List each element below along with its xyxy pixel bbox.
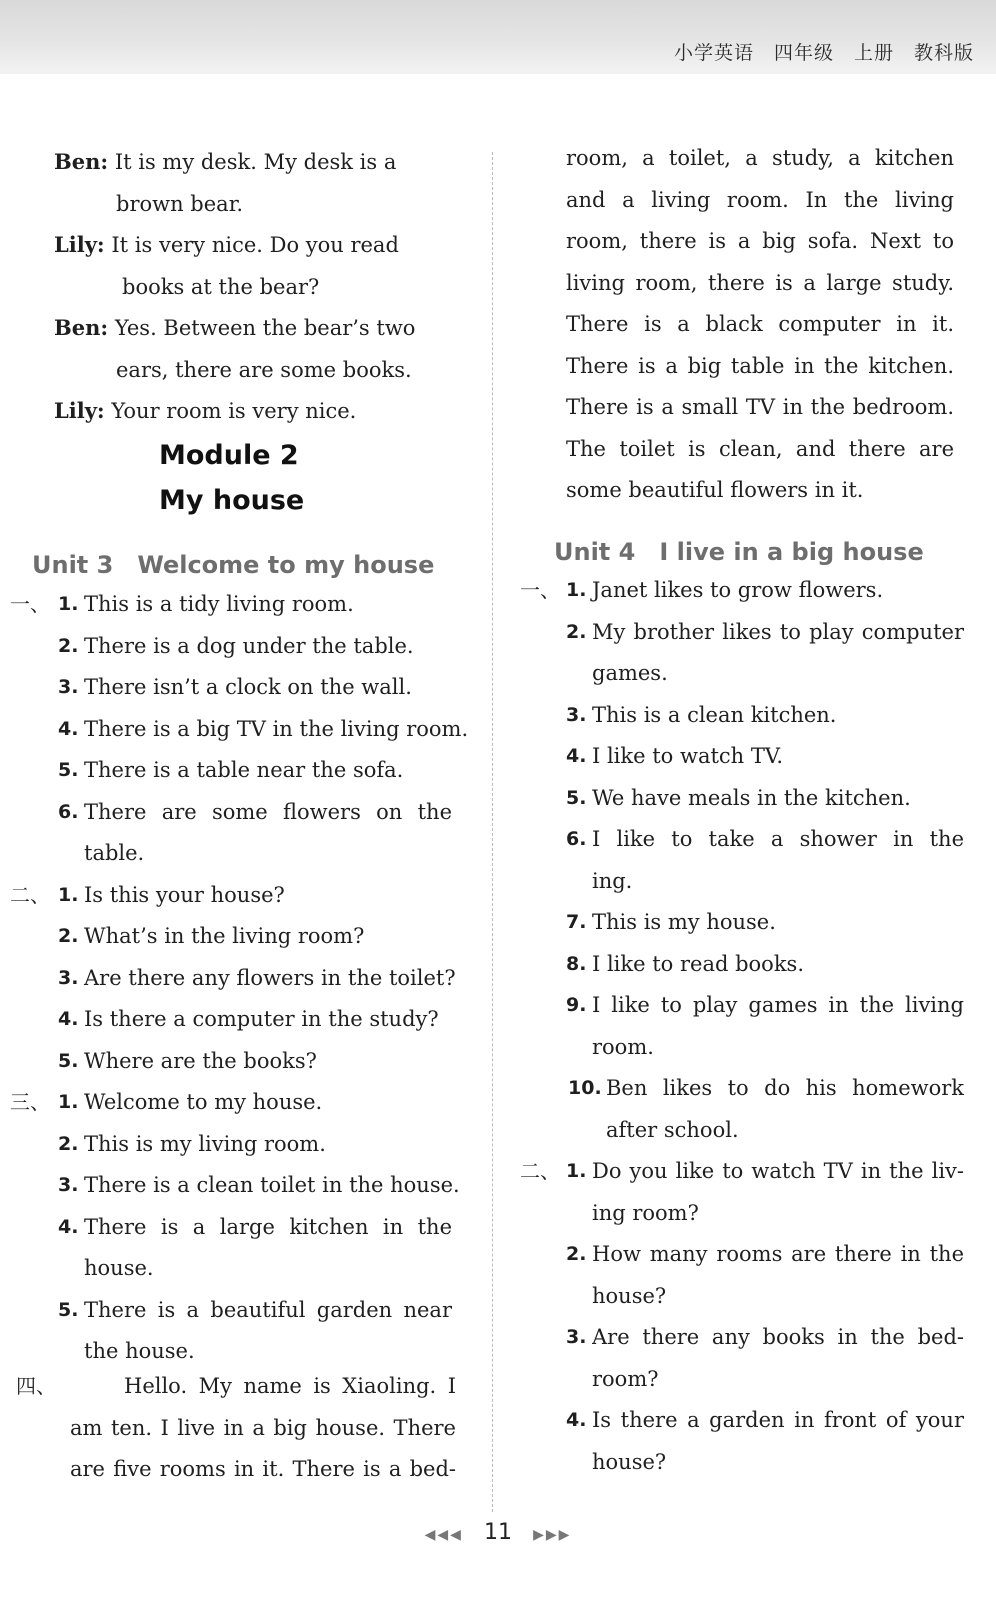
passage-line: am ten. I live in a big house. There bbox=[70, 1415, 456, 1440]
item-number: 10. bbox=[568, 1077, 602, 1099]
dialogue-line bbox=[54, 314, 468, 342]
page-footer bbox=[0, 1520, 996, 1545]
section-marker: 一、 bbox=[10, 592, 50, 616]
item-number: 9. bbox=[566, 994, 587, 1016]
section-marker: 三、 bbox=[10, 1090, 50, 1114]
section-marker: 一、 bbox=[520, 578, 560, 602]
item-number: 5. bbox=[58, 1298, 79, 1321]
dialogue-line bbox=[54, 231, 468, 259]
dialogue-text: Your room is very nice. bbox=[111, 399, 357, 423]
item-number: 1. bbox=[566, 579, 587, 601]
item-number: 8. bbox=[566, 952, 587, 975]
module-subtitle: My house bbox=[159, 485, 305, 516]
passage-line: room, a toilet, a study, a kitchen bbox=[566, 146, 954, 170]
item-number: 2. bbox=[566, 620, 587, 643]
answer-text: This is my house. bbox=[592, 910, 776, 934]
item-number: 1. bbox=[566, 1160, 587, 1182]
answer-text: There is a clean toilet in the house. bbox=[84, 1173, 460, 1197]
item-number: 6. bbox=[58, 800, 79, 823]
answer-text: There is a dog under the table. bbox=[84, 633, 414, 658]
dialogue-text: It is my desk. My desk is a bbox=[114, 150, 397, 174]
answer-text: My brother likes to play computer bbox=[592, 619, 964, 644]
answer-text: ing. bbox=[592, 868, 633, 893]
answer-text: house? bbox=[592, 1449, 667, 1474]
item-number: 4. bbox=[58, 717, 79, 740]
item-number: 4. bbox=[58, 1215, 79, 1238]
column-divider bbox=[492, 152, 493, 1512]
header-band bbox=[0, 0, 996, 74]
item-number: 4. bbox=[566, 745, 587, 767]
answer-text: house? bbox=[592, 1283, 667, 1308]
answer-text: We have meals in the kitchen. bbox=[592, 785, 911, 810]
answer-text: games. bbox=[592, 661, 668, 685]
item-number: 4. bbox=[566, 1409, 587, 1431]
dialogue-line bbox=[116, 190, 468, 218]
answer-text: There isn’t a clock on the wall. bbox=[84, 675, 412, 699]
answer-text: What’s in the living room? bbox=[84, 924, 365, 948]
answer-text: room? bbox=[592, 1366, 659, 1391]
answer-text: after school. bbox=[606, 1117, 739, 1142]
unit-title: Unit 3 Welcome to my house bbox=[32, 551, 435, 579]
item-number: 5. bbox=[58, 759, 79, 781]
dialogue-text: books at the bear? bbox=[122, 274, 320, 299]
item-number: 6. bbox=[566, 828, 587, 850]
passage-line: are five rooms in it. There is a bed- bbox=[70, 1457, 456, 1481]
item-number: 3. bbox=[58, 966, 79, 989]
item-number: 5. bbox=[566, 786, 587, 809]
module-title: Module 2 bbox=[159, 440, 299, 471]
item-number: 4. bbox=[58, 1008, 79, 1030]
dialogue-text: Yes. Between the bear’s two bbox=[114, 316, 416, 340]
passage-line: room, there is a big sofa. Next to bbox=[566, 229, 954, 253]
speaker-name: Ben: bbox=[54, 315, 109, 340]
answer-text: This is a tidy living room. bbox=[84, 592, 354, 616]
item-number: 1. bbox=[58, 593, 79, 615]
unit-title: Unit 4 I live in a big house bbox=[554, 538, 924, 566]
answer-text: house. bbox=[84, 1256, 154, 1280]
next-arrows: ▶▶▶ bbox=[533, 1527, 572, 1543]
answer-text: the house. bbox=[84, 1339, 195, 1363]
speaker-name: Lily: bbox=[54, 398, 105, 423]
passage-line: and a living room. In the living bbox=[566, 187, 954, 212]
answer-text: There is a large kitchen in the bbox=[84, 1214, 452, 1239]
answer-text: I like to play games in the living bbox=[592, 993, 964, 1017]
item-number: 2. bbox=[58, 1132, 79, 1155]
item-number: 1. bbox=[58, 883, 79, 906]
answer-text: Do you like to watch TV in the liv- bbox=[592, 1159, 964, 1183]
item-number: 2. bbox=[58, 925, 79, 947]
answer-text: Janet likes to grow flowers. bbox=[592, 578, 884, 602]
prev-arrows: ◀◀◀ bbox=[424, 1527, 463, 1543]
answer-text: This is my living room. bbox=[84, 1131, 326, 1156]
answer-text: There are some flowers on the bbox=[84, 799, 452, 824]
speaker-name: Lily: bbox=[54, 232, 105, 257]
dialogue-text: ears, there are some books. bbox=[116, 357, 412, 382]
book-series-label: 小学英语 四年级 上册 教科版 bbox=[673, 42, 974, 64]
answer-text: Are there any books in the bed- bbox=[592, 1325, 964, 1349]
dialogue-line bbox=[54, 397, 468, 425]
answer-text: I like to take a shower in the bbox=[592, 827, 964, 851]
passage-line: There is a big table in the kitchen. bbox=[566, 353, 954, 378]
answer-text: I like to watch TV. bbox=[592, 744, 784, 768]
answer-text: How many rooms are there in the bbox=[592, 1242, 964, 1266]
answer-text: Is there a computer in the study? bbox=[84, 1007, 439, 1031]
passage-line: There is a small TV in the bedroom. bbox=[566, 395, 954, 419]
item-number: 3. bbox=[566, 703, 587, 726]
dialogue-text: It is very nice. Do you read bbox=[111, 233, 399, 257]
answer-text: Is there a garden in front of your bbox=[592, 1408, 964, 1432]
answer-text: Where are the books? bbox=[84, 1048, 317, 1073]
item-number: 3. bbox=[58, 676, 79, 698]
answer-text: table. bbox=[84, 841, 145, 865]
dialogue-line bbox=[116, 356, 468, 384]
dialogue-line bbox=[122, 273, 474, 301]
answer-text: There is a beautiful garden near bbox=[84, 1297, 452, 1322]
item-number: 2. bbox=[58, 634, 79, 657]
answer-text: There is a big TV in the living room. bbox=[84, 716, 469, 741]
passage-line: Hello. My name is Xiaoling. I bbox=[124, 1374, 456, 1398]
answer-text: Are there any flowers in the toilet? bbox=[84, 965, 456, 990]
answer-text: I like to read books. bbox=[592, 951, 804, 976]
dialogue-text: brown bear. bbox=[116, 191, 244, 216]
passage-line: The toilet is clean, and there are bbox=[566, 436, 954, 461]
answer-text: There is a table near the sofa. bbox=[84, 758, 404, 782]
item-number: 7. bbox=[566, 911, 587, 933]
item-number: 1. bbox=[58, 1091, 79, 1113]
passage-line: living room, there is a large study. bbox=[566, 270, 954, 295]
answer-text: Ben likes to do his homework bbox=[606, 1076, 964, 1100]
section-marker: 二、 bbox=[520, 1159, 560, 1183]
item-number: 5. bbox=[58, 1049, 79, 1072]
answer-text: Is this your house? bbox=[84, 882, 285, 907]
passage-line: There is a black computer in it. bbox=[566, 312, 954, 336]
answer-text: room. bbox=[592, 1034, 654, 1059]
dialogue-line bbox=[54, 148, 468, 176]
answer-text: Welcome to my house. bbox=[84, 1090, 323, 1114]
passage-line: some beautiful flowers in it. bbox=[566, 478, 864, 502]
item-number: 3. bbox=[58, 1174, 79, 1196]
page-number: 11 bbox=[484, 1520, 512, 1545]
item-number: 3. bbox=[566, 1326, 587, 1348]
section-marker: 四、 bbox=[16, 1374, 56, 1398]
section-marker: 二、 bbox=[10, 882, 50, 907]
answer-text: This is a clean kitchen. bbox=[592, 702, 837, 727]
item-number: 2. bbox=[566, 1243, 587, 1265]
answer-text: ing room? bbox=[592, 1200, 699, 1225]
speaker-name: Ben: bbox=[54, 149, 109, 174]
